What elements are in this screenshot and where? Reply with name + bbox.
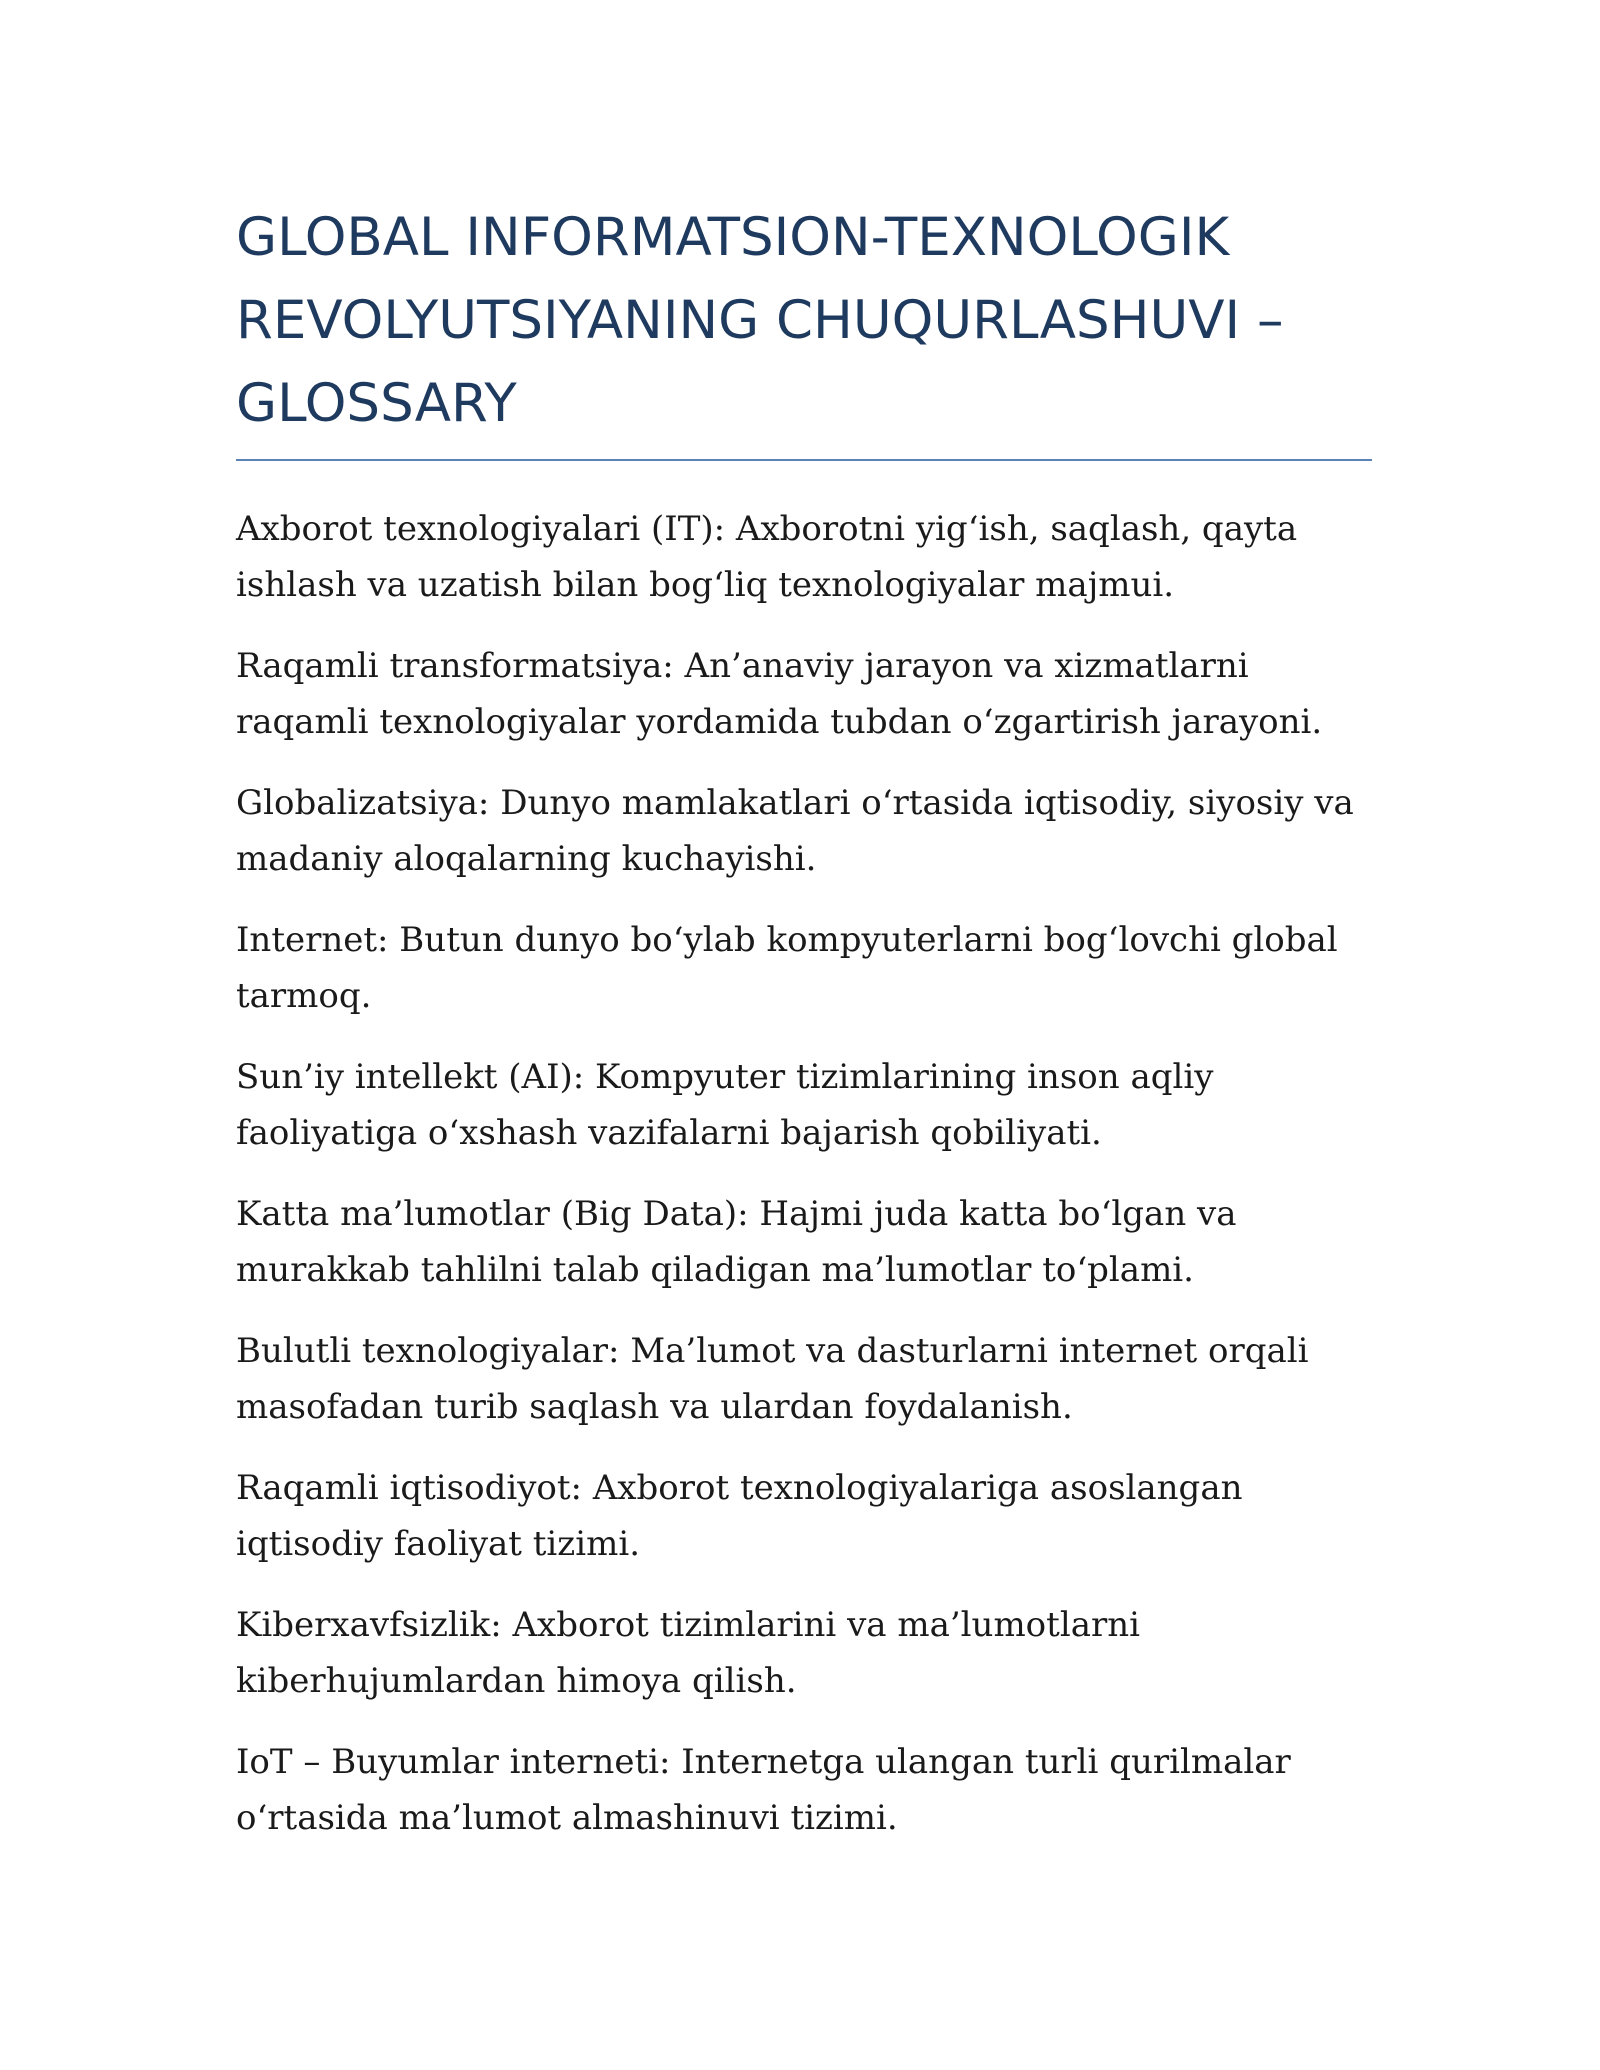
glossary-entry-cybersecurity: Kiberxavfsizlik: Axborot tizimlarini va ma’lumotlarni kiberhujumlardan himoya qilish. (236, 1605, 1140, 1701)
document-title: GLOBAL INFORMATSION-TEXNOLOGIK REVOLYUTSIYANING CHUQURLASHUVI – GLOSSARY (236, 207, 1284, 434)
glossary-entry-digital-economy: Raqamli iqtisodiyot: Axborot texnologiyalariga asoslangan iqtisodiy faoliyat tizimi. (236, 1468, 1243, 1564)
title-divider (236, 459, 1372, 461)
glossary-entry-ai: Sun’iy intellekt (AI): Kompyuter tizimlarining inson aqliy faoliyatiga o‘xshash vazifalarni bajarish qobiliyati. (236, 1057, 1214, 1153)
glossary-entry-internet: Internet: Butun dunyo bo‘ylab kompyuterlarni bog‘lovchi global tarmoq. (236, 920, 1338, 1016)
document-content (236, 196, 1372, 1871)
glossary-entry-globalization: Globalizatsiya: Dunyo mamlakatlari o‘rtasida iqtisodiy, siyosiy va madaniy aloqalarning kuchayishi. (236, 783, 1354, 879)
glossary-entry-digital-transformation: Raqamli transformatsiya: An’anaviy jarayon va xizmatlarni raqamli texnologiyalar yordamida tubdan o‘zgartirish jarayoni. (236, 646, 1323, 742)
glossary-entry-cloud: Bulutli texnologiyalar: Ma’lumot va dasturlarni internet orqali masofadan turib saqlash va ulardan foydalanish. (236, 1331, 1309, 1427)
glossary-entry-big-data: Katta ma’lumotlar (Big Data): Hajmi juda katta bo‘lgan va murakkab tahlilni talab qiladigan ma’lumotlar to‘plami. (236, 1194, 1237, 1290)
glossary-entry-it: Axborot texnologiyalari (IT): Axborotni yig‘ish, saqlash, qayta ishlash va uzatish bilan bog‘liq texnologiyalar majmui. (236, 509, 1298, 605)
glossary-entry-iot: IoT – Buyumlar interneti: Internetga ulangan turli qurilmalar o‘rtasida ma’lumot almashinuvi tizimi. (236, 1742, 1291, 1838)
glossary-list (236, 501, 1372, 1846)
